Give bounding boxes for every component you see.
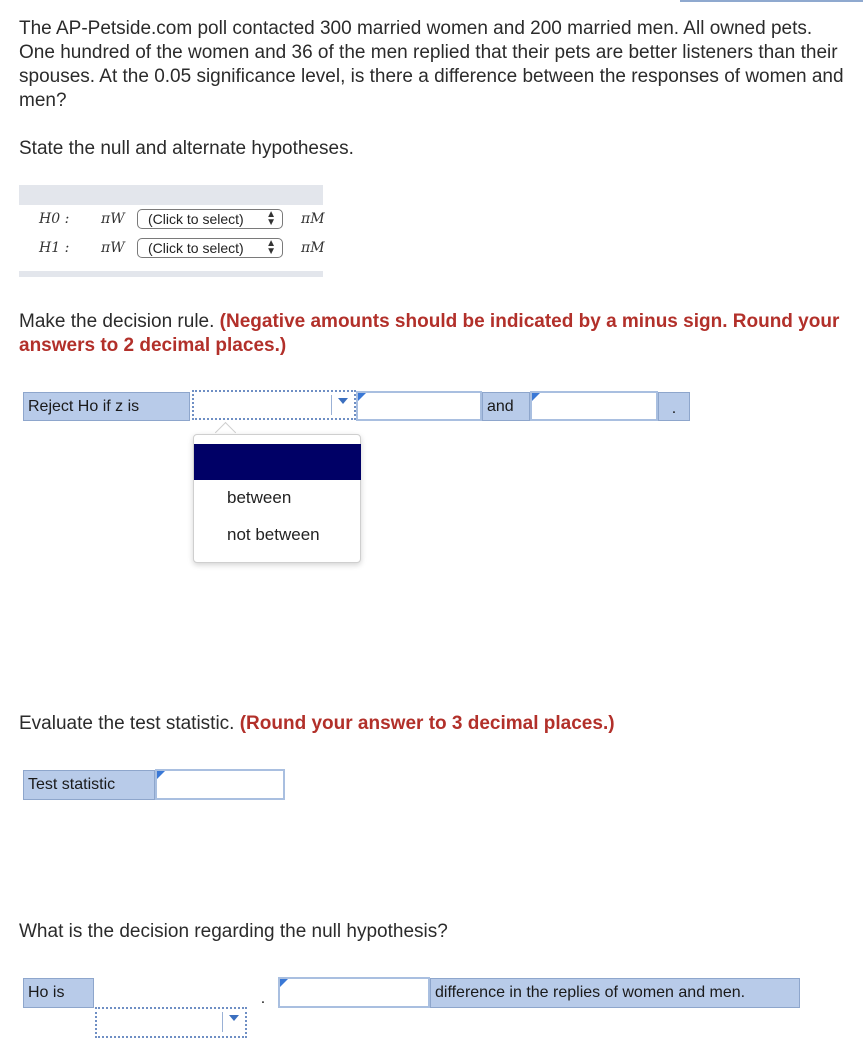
reject-ho-label: Reject Ho if z is <box>23 392 190 421</box>
top-border-line <box>680 0 863 2</box>
critical-value-high-input[interactable] <box>530 391 658 421</box>
test-statistic-note: (Round your answer to 3 decimal places.) <box>239 713 615 734</box>
decision-prompt: What is the decision regarding the null hypothesis? <box>19 921 448 942</box>
hypotheses-prompt: State the null and alternate hypotheses. <box>19 138 354 159</box>
ho-is-label: Ho is <box>23 978 94 1008</box>
test-statistic-label: Test statistic <box>23 770 155 800</box>
input-corner-icon <box>358 393 366 401</box>
pi-m-symbol: πM <box>301 211 325 227</box>
test-statistic-input[interactable] <box>155 769 285 800</box>
period-label: . <box>658 392 690 421</box>
pi-w-symbol: πW <box>101 211 125 227</box>
dropdown-arrow-icon <box>229 1015 239 1021</box>
and-label: and <box>482 392 530 421</box>
decision-period: . <box>248 978 278 1008</box>
dropdown-separator <box>331 395 332 415</box>
input-corner-icon <box>532 393 540 401</box>
select-arrows-icon: ▲ ▼ <box>266 238 276 257</box>
reject-region-dropdown[interactable] <box>192 390 356 420</box>
dropdown-arrow-icon <box>338 398 348 404</box>
h0-row <box>39 208 325 230</box>
pi-w-symbol: πW <box>101 240 125 256</box>
input-corner-icon <box>280 979 288 987</box>
test-statistic-prompt <box>19 712 849 736</box>
h1-relation-select[interactable] <box>137 238 283 258</box>
h0-label: H0 : <box>39 211 70 227</box>
hypotheses-footer-bar <box>19 271 323 277</box>
critical-value-low-input[interactable] <box>356 391 482 421</box>
test-statistic-prompt-text: Evaluate the test statistic. <box>19 713 235 734</box>
dropdown-separator <box>222 1012 223 1032</box>
dropdown-option-not-between[interactable]: not between <box>227 525 320 544</box>
decision-suffix-label: difference in the replies of women and men. <box>430 978 800 1008</box>
decision-rule-prompt <box>19 310 849 358</box>
input-corner-icon <box>157 771 165 779</box>
dropdown-option-selected-blank[interactable] <box>194 444 361 480</box>
decision-rule-note: (Negative amounts should be indicated by a minus sign. Round your answers to 2 decimal places.) <box>19 311 840 356</box>
h1-row <box>39 237 325 259</box>
decision-difference-dropdown[interactable] <box>278 977 430 1008</box>
decision-dropdown[interactable] <box>95 1007 247 1038</box>
h1-select-text: (Click to select) <box>148 240 244 256</box>
dropdown-option-between[interactable]: between <box>227 488 292 507</box>
decision-rule-prompt-text: Make the decision rule. <box>19 311 215 332</box>
select-arrows-icon: ▲ ▼ <box>266 209 276 228</box>
hypotheses-header-bar <box>19 185 323 205</box>
h0-select-text: (Click to select) <box>148 211 244 227</box>
h1-label: H1 : <box>39 240 70 256</box>
h0-relation-select[interactable] <box>137 209 283 229</box>
question-text: The AP-Petside.com poll contacted 300 married women and 200 married men. All owned pets. One hundred of the women and 36 of the men replied that their pets are better listeners than their spouses. At the 0.05 significance level, is there a difference between the responses of women and men? <box>19 18 844 111</box>
pi-m-symbol: πM <box>301 240 325 256</box>
